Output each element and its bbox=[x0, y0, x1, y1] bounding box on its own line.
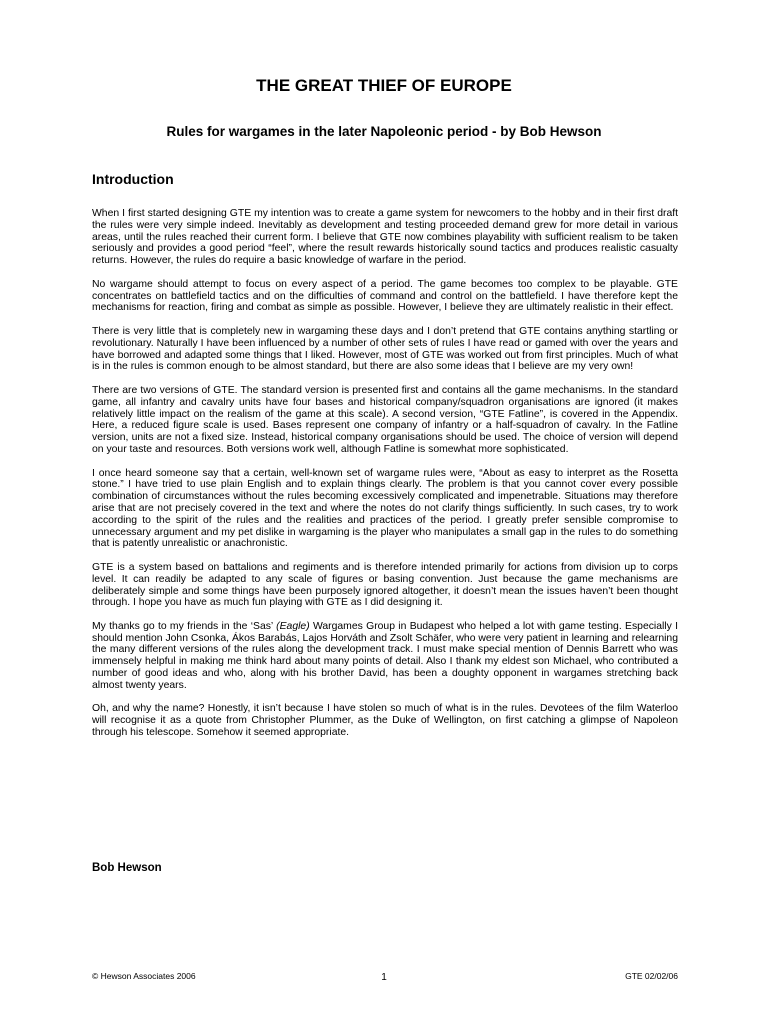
section-heading-introduction: Introduction bbox=[92, 171, 174, 187]
footer-page-number: 1 bbox=[381, 972, 387, 983]
paragraph-4: There are two versions of GTE. The standard version is presented first and contains all the game mechanisms. In the standard game, all infantry and cavalry units have four bases and historical company/squadron organisations are ignored (it makes relatively little impact on the realism of the game at this scale). A second version, “GTE Fatline”, is covered in the Appendix. Here, a reduced figure scale is used. Bases represent one company of infantry or a half-squadron of cavalry. In the Fatline version, units are not a fixed size. Instead, historical company organisations should be used. The choice of version will depend on your taste and resources. Both versions work well, although Fatline is somewhat more sophisticated. bbox=[92, 384, 678, 455]
document-body bbox=[92, 208, 678, 751]
paragraph-6: GTE is a system based on battalions and regiments and is therefore intended primarily for actions from division up to corps level. It can readily be adapted to any scale of figures or basing convention. Just because the game mechanisms are deliberately simple and some things have been purposely ignored altogether, it doesn’t mean the issues haven’t been thought through. I hope you have as much fun playing with GTE as I did designing it. bbox=[92, 561, 678, 609]
author-signature: Bob Hewson bbox=[92, 862, 162, 874]
document-subtitle: Rules for wargames in the later Napoleonic period - by Bob Hewson bbox=[166, 124, 602, 139]
thanks-emphasis: (Eagle) bbox=[276, 620, 310, 632]
document-title: THE GREAT THIEF OF EUROPE bbox=[256, 76, 512, 95]
thanks-text-start: My thanks go to my friends in the ‘Sas’ bbox=[92, 620, 277, 632]
paragraph-thanks bbox=[92, 621, 678, 692]
thanks-text-end: Wargames Group in Budapest who helped a lot with game testing. Especially I should mention John Csonka, Ákos Barabás, Lajos Horváth and Zsolt Schäfer, who were very patient in learning and relearning the many different versions of the rules along the development track. I must make special mention of Dennis Barrett who was immensely helpful in making me think hard about many points of detail. Also I thank my eldest son Michael, who contributed a number of good ideas and who, along with his brother David, has been a doughty opponent in wargames stretching back almost twenty years. bbox=[92, 620, 679, 691]
footer-version: GTE 02/02/06 bbox=[625, 971, 678, 981]
paragraph-3: There is very little that is completely new in wargaming these days and I don’t pretend that GTE contains anything startling or revolutionary. Naturally I have been influenced by a number of other sets of rules I have read or gamed with over the years and have borrowed and adapted some things that I liked. However, most of GTE was worked out from first principles. Much of what is in the rules is common enough to be almost standard, but there are also some ideas that I believe are my very own! bbox=[92, 325, 678, 373]
paragraph-1: When I first started designing GTE my intention was to create a game system for newcomers to the hobby and in their first draft the rules were very simple indeed. Inevitably as development and testing proceeded demand grew for more detail in various areas, until the rules reached their current form. I believe that GTE now combines playability with sufficient realism to be taken seriously and provides a good period “feel”, where the result rewards historically sound tactics and produces realistic casualty returns. However, the rules do require a basic knowledge of warfare in the period. bbox=[92, 208, 678, 267]
paragraph-2: No wargame should attempt to focus on every aspect of a period. The game becomes too complex to be playable. GTE concentrates on battlefield tactics and on the difficulties of command and control on the battlefield. I have therefore kept the mechanisms for reaction, firing and combat as simple as possible. However, I believe they are ultimately realistic in their effect. bbox=[92, 278, 678, 314]
paragraph-5: I once heard someone say that a certain, well-known set of wargame rules were, “About as easy to interpret as the Rosetta stone.” I have tried to use plain English and to explain things clearly. The problem is that you cannot cover every possible combination of circumstances without the rules becoming excessively complicated and impenetrable. Situations may therefore arise that are not precisely covered in the text and where the notes do not clarify things sufficiently. In such cases, try to work according to the spirit of the rules and the realities and practices of the period. I greatly prefer sensible compromise to unnecessary argument and my pet dislike in wargaming is the player who manipulates a small gap in the rules to do something that is patently unrealistic or anachronistic. bbox=[92, 467, 678, 550]
paragraph-closing: Oh, and why the name? Honestly, it isn’t because I have stolen so much of what is in the rules. Devotees of the film Waterloo will recognise it as a quote from Christopher Plummer, as the Duke of Wellington, on first catching a glimpse of Napoleon through his telescope. Somehow it seemed appropriate. bbox=[92, 703, 678, 739]
footer-copyright: © Hewson Associates 2006 bbox=[92, 971, 196, 981]
